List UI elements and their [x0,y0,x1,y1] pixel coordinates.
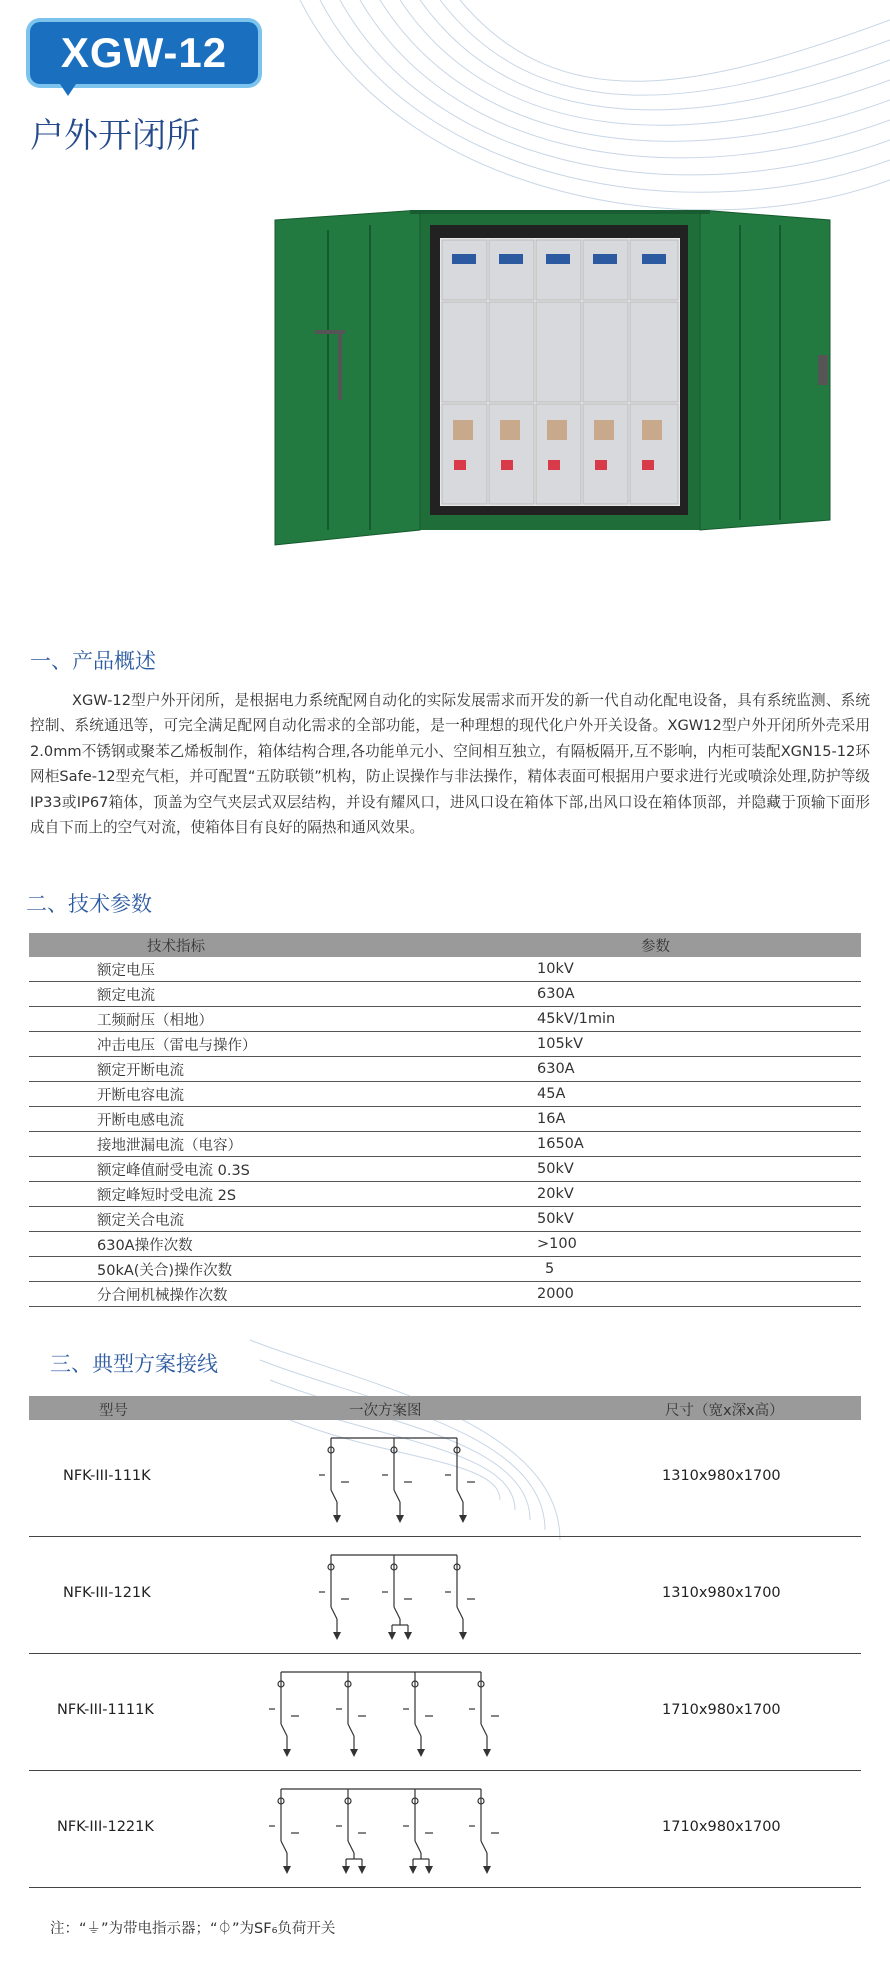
param-name: 工频耐压（相地） [29,1007,529,1032]
scheme-model: NFK-III-1221K [57,1819,154,1835]
model-title: XGW-12 [60,29,228,76]
cabinet-roof [410,210,710,214]
param-name: 额定峰短时受电流 2S [29,1182,529,1207]
param-name: 额定电压 [29,957,529,982]
param-name: 开断电容电流 [29,1082,529,1107]
param-value: 50kV [529,1157,861,1182]
overview-heading: 一、产品概述 [30,649,156,673]
scheme-dimensions: 1310x980x1700 [662,1468,781,1484]
param-name: 额定峰值耐受电流 0.3S [29,1157,529,1182]
table-row [29,982,861,1007]
params-table [29,933,861,1307]
param-name: 额定电流 [29,982,529,1007]
table-row [29,1182,861,1207]
table-row [29,1082,861,1107]
param-name: 开断电感电流 [29,1107,529,1132]
table-row [29,1257,861,1282]
params-header-indicator: 技术指标 [29,933,529,957]
param-name: 分合闸机械操作次数 [29,1282,529,1307]
param-value: 630A [529,1057,861,1082]
schemes-header-diagram: 一次方案图 [349,1403,422,1419]
table-row [29,1232,861,1257]
scheme-model: NFK-III-1111K [57,1702,154,1718]
product-subtitle: 户外开闭所 [30,116,200,156]
param-name: 额定开断电流 [29,1057,529,1082]
wiring-diagram [289,1537,529,1653]
table-row [29,1132,861,1157]
schemes-header-dimensions: 尺寸（宽x深x高） [665,1403,784,1419]
cabinet-image [270,210,850,550]
param-value: 50kV [529,1207,861,1232]
scheme-row [29,1771,861,1888]
param-value: 5 [529,1257,861,1282]
param-value: 105kV [529,1032,861,1057]
params-heading: 二、技术参数 [26,892,152,916]
params-header-value: 参数 [529,933,861,957]
legend-note: 注：“⏚”为带电指示器；“⏀”为SF₆负荷开关 [50,1921,336,1937]
table-row [29,1057,861,1082]
table-row [29,1107,861,1132]
param-name: 额定关合电流 [29,1207,529,1232]
model-badge [30,22,258,84]
param-value: 45kV/1min [529,1007,861,1032]
param-value: 16A [529,1107,861,1132]
param-value: 1650A [529,1132,861,1157]
wiring-diagram [249,1654,569,1770]
param-value: 45A [529,1082,861,1107]
scheme-dimensions: 1710x980x1700 [662,1702,781,1718]
scheme-dimensions: 1310x980x1700 [662,1585,781,1601]
schemes-header-model: 型号 [99,1403,128,1419]
schemes-header-row [29,1396,861,1420]
param-name: 接地泄漏电流（电容） [29,1132,529,1157]
wiring-diagram [289,1420,529,1536]
right-door [700,210,830,530]
scheme-row [29,1420,861,1537]
table-row [29,1007,861,1032]
param-value: >100 [529,1232,861,1257]
scheme-row [29,1654,861,1771]
switchgear-panels [440,238,680,506]
param-name: 冲击电压（雷电与操作） [29,1032,529,1057]
table-row [29,1157,861,1182]
table-row [29,1032,861,1057]
params-header-row [29,933,861,957]
scheme-model: NFK-III-111K [63,1468,151,1484]
param-name: 50kA(关合)操作次数 [29,1257,529,1282]
param-value: 10kV [529,957,861,982]
scheme-row [29,1537,861,1654]
param-name: 630A操作次数 [29,1232,529,1257]
table-row [29,957,861,982]
table-row [29,1207,861,1232]
param-value: 2000 [529,1282,861,1307]
door-latch [818,355,828,385]
overview-paragraph: XGW-12型户外开闭所，是根据电力系统配网自动化的实际发展需求而开发的新一代自动化配电设备，具有系统监测、系统控制、系统通迅等，可完全满足配网自动化需求的全部功能，是一种理想的现代化户外开关设备。XGW12型户外开闭所外壳采用2.0mm不锈钢或聚苯乙烯板制作，箱体结构合理,各功能单元小、空间相互独立，有隔板隔开,互不影响，内柜可装配XGN15-12环网柜Safe-12型充气柜，并可配置“五防联锁”机构，防止误操作与非法操作，精体表面可根据用户要求进行光或喷涂处理,防护等级IP33或IP67箱体，顶盖为空气夹层式双层结构，并设有耀风口，进风口设在箱体下部,出风口设在箱体顶部，并隐藏于顶输下面形成自下而上的空气对流，使箱体目有良好的隔热和通风效果。 [30,692,870,837]
table-row [29,1282,861,1307]
scheme-dimensions: 1710x980x1700 [662,1819,781,1835]
left-door [275,210,420,545]
param-value: 20kV [529,1182,861,1207]
badge-pointer [60,84,76,96]
scheme-model: NFK-III-121K [63,1585,151,1601]
param-value: 630A [529,982,861,1007]
wiring-diagram [249,1771,569,1887]
schemes-heading: 三、典型方案接线 [50,1352,218,1376]
